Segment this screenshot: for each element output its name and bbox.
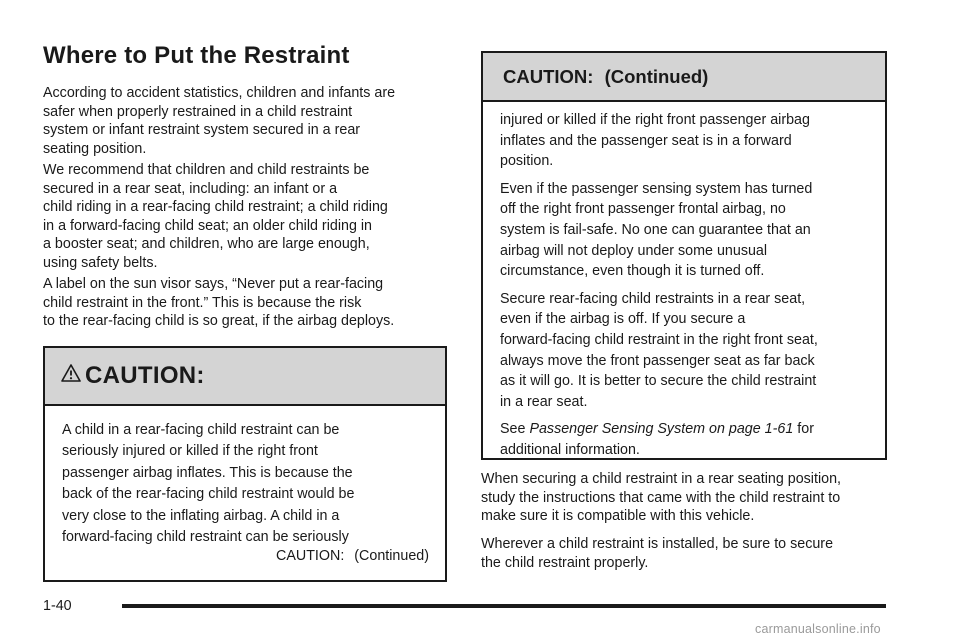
continued-paragraph-1: injured or killed if the right front passenger airbag inflates and the passenger seat is in a forward position.	[500, 112, 810, 170]
caution-title: CAUTION:	[85, 362, 205, 389]
continued-paragraph-3: Secure rear-facing child restraints in a rear seat, even if the airbag is off. If you secure a forward-facing child restraint in the right front seat, always move the front passenger seat as far back as it will go. It is better to secure the child restraint in a rear seat.	[500, 290, 818, 410]
caution-header	[45, 348, 445, 406]
page-number: 1-40	[43, 598, 72, 614]
paragraph-statistics: According to accident statistics, children and infants are safer when properly restrained in a child restraint system or infant restraint system secured in a rear seating position.	[43, 85, 396, 157]
caution-continued-title: CAUTION: (Continued)	[503, 65, 709, 87]
see-suffix: for additional information.	[500, 421, 814, 458]
caution-continued-label: CAUTION: (Continued)	[276, 548, 429, 564]
caution-body: A child in a rear-facing child restraint can be seriously injured or killed if the right front passenger airbag inflates. This is because the back of the rear-facing child restraint would be very close to the inflating airbag. A child in a forward-facing child restraint can be seriously	[62, 422, 355, 546]
caution-continued-header	[483, 53, 885, 102]
caution-box	[43, 346, 447, 582]
page-heading: Where to Put the Restraint	[43, 42, 350, 69]
caution-continued-body	[483, 102, 885, 461]
caution-continued-box	[481, 51, 887, 460]
warning-triangle-icon	[61, 363, 81, 383]
paragraph-sun-visor: A label on the sun visor says, “Never put a rear-facing child restraint in the front.” This is because the risk to the rear-facing child is so great, if the airbag deploys.	[43, 276, 395, 330]
paragraph-installed: Wherever a child restraint is installed, be sure to secure the child restraint properly.	[481, 536, 834, 571]
see-prefix: See	[500, 421, 526, 438]
cross-reference-link[interactable]: Passenger Sensing System on page 1-61	[529, 421, 794, 438]
see-reference	[500, 419, 867, 460]
paragraph-securing: When securing a child restraint in a rear seating position, study the instructions that came with the child restraint to make sure it is compatible with this vehicle.	[481, 471, 841, 525]
paragraph-recommendation: We recommend that children and child restraints be secured in a rear seat, including: an infant or a child riding in a rear-facing child restraint; a child riding in a forward-facing child seat; an older child riding in a booster seat; and children, who are large enough, using safety belts.	[43, 162, 388, 271]
watermark: carmanualsonline.info	[755, 622, 881, 636]
footer-rule	[122, 604, 886, 608]
continued-paragraph-2: Even if the passenger sensing system has turned off the right front passenger frontal airbag, no system is fail-safe. No one can guarantee that an airbag will not deploy under some unusual circumstance, even though it is turned off.	[500, 180, 813, 280]
